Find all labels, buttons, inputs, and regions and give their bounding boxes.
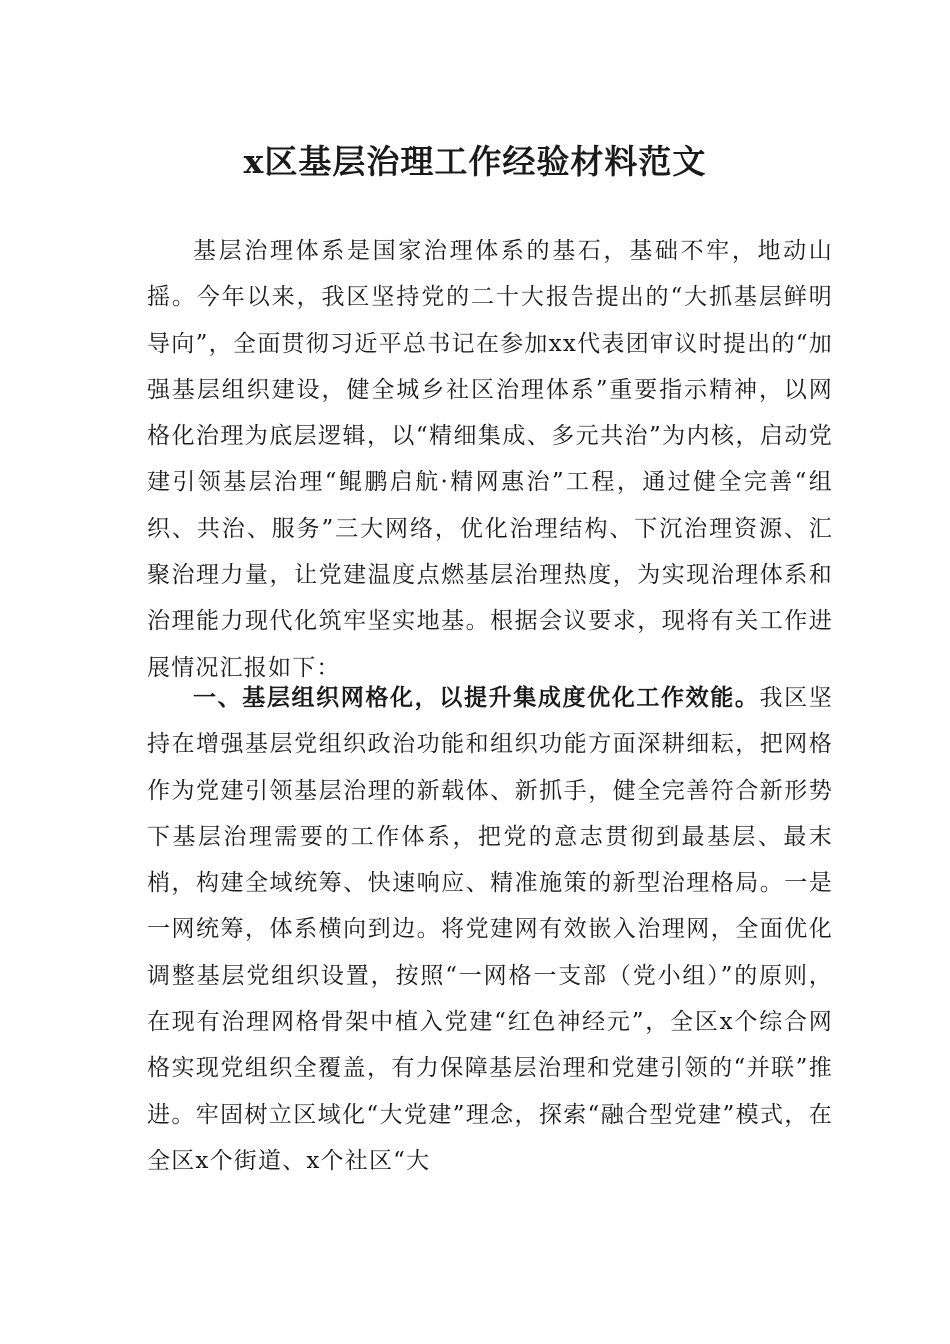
section-one-paragraph [147,675,833,1184]
document-title: x区基层治理工作经验材料范文 [243,142,707,181]
section-one-text: 我区坚持在增强基层党组织政治功能和组织功能方面深耕细耘，把网格作为党建引领基层治理的新载体、新抓手，健全完善符合新形势下基层治理需要的工作体系，把党的意志贯彻到最基层、最末梢，构建全域统筹、快速响应、精准施策的新型治理格局。一是一网统筹，体系横向到边。将党建网有效嵌入治理网，全面优化调整基层党组织设置，按照“一网格一支部（党小组）”的原则，在现有治理网格骨架中植入党建“红色神经元”，全区x个综合网格实现党组织全覆盖，有力保障基层治理和党建引领的“并联”推进。牢固树立区域化“大党建”理念，探索“融合型党建”模式，在全区x个街道、x个社区“大 [147,685,833,1174]
intro-paragraph [147,228,833,691]
section-one-heading: 一、基层组织网格化，以提升集成度优化工作效能。 [193,685,760,711]
intro-paragraph-text: 基层治理体系是国家治理体系的基石，基础不牢，地动山摇。今年以来，我区坚持党的二十大报告提出的“大抓基层鲜明导向”，全面贯彻习近平总书记在参加xx代表团审议时提出的“加强基层组织建设，健全城乡社区治理体系”重要指示精神，以网格化治理为底层逻辑，以“精细集成、多元共治”为内核，启动党建引领基层治理“鲲鹏启航·精网惠治”工程，通过健全完善“组织、共治、服务”三大网络，优化治理结构、下沉治理资源、汇聚治理力量，让党建温度点燃基层治理热度，为实现治理体系和治理能力现代化筑牢坚实地基。根据会议要求，现将有关工作进展情况汇报如下： [147,238,833,681]
